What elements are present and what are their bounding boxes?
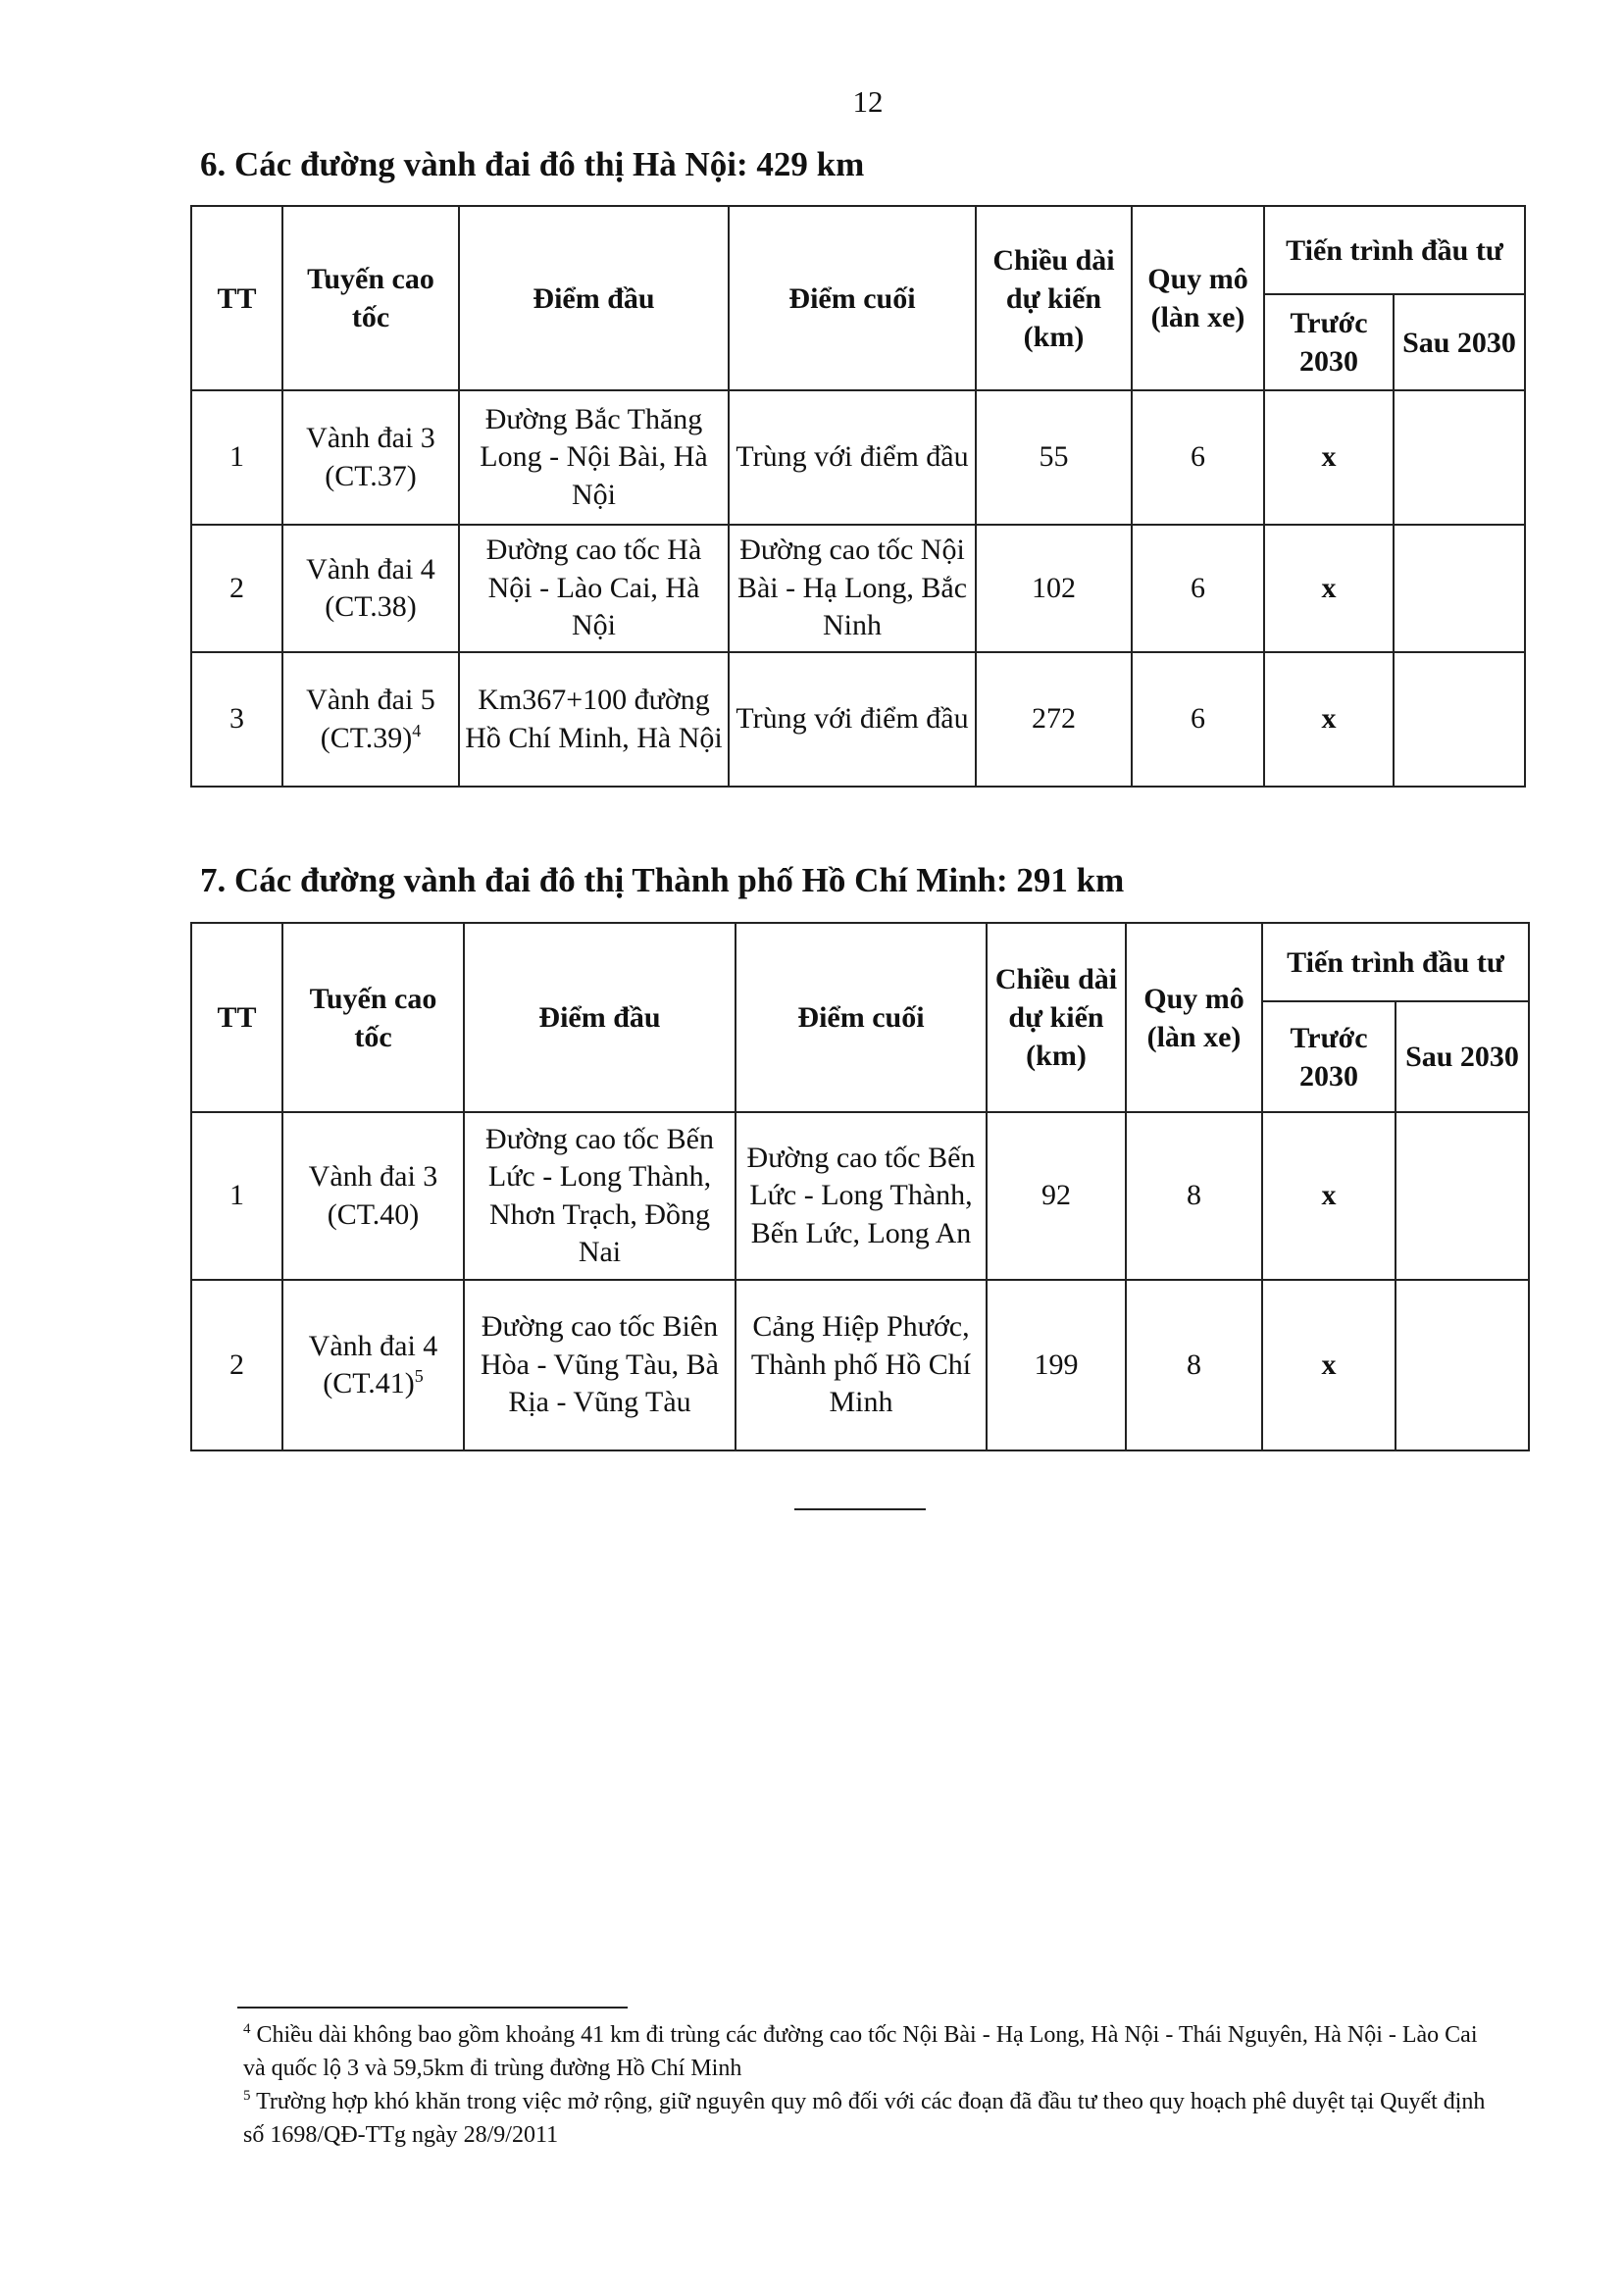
header-start-point: Điểm đầu bbox=[459, 206, 729, 390]
cell-after-2030 bbox=[1394, 390, 1525, 525]
cell-tt: 2 bbox=[191, 1280, 282, 1450]
cell-tt: 1 bbox=[191, 390, 282, 525]
header-end-point: Điểm cuối bbox=[736, 923, 987, 1112]
cell-before-2030: x bbox=[1262, 1280, 1396, 1450]
header-route: Tuyến cao tốc bbox=[282, 923, 464, 1112]
cell-start-point: Đường Bắc Thăng Long - Nội Bài, Hà Nội bbox=[459, 390, 729, 525]
page-number: 12 bbox=[852, 84, 884, 119]
cell-end-point: Đường cao tốc Bến Lức - Long Thành, Bến Lức, Long An bbox=[736, 1112, 987, 1280]
header-route: Tuyến cao tốc bbox=[282, 206, 459, 390]
route-name: Vành đai 4 (CT.38) bbox=[306, 552, 435, 623]
table-row bbox=[191, 1112, 1529, 1280]
header-before-2030: Trước 2030 bbox=[1264, 294, 1394, 390]
header-tt: TT bbox=[191, 206, 282, 390]
route-name: Vành đai 3 (CT.37) bbox=[306, 422, 435, 492]
footnote-number: 5 bbox=[243, 2088, 251, 2104]
header-scale: Quy mô (làn xe) bbox=[1126, 923, 1262, 1112]
table-row bbox=[191, 652, 1525, 787]
cell-end-point: Trùng với điểm đầu bbox=[729, 652, 976, 787]
footnote-number: 4 bbox=[243, 2021, 251, 2037]
header-length: Chiều dài dự kiến (km) bbox=[976, 206, 1132, 390]
footnote-text: Trường hợp khó khăn trong việc mở rộng, giữ nguyên quy mô đối với các đoạn đã đầu tư theo quy hoạch phê duyệt tại Quyết định số 1698/QĐ-TTg ngày 28/9/2011 bbox=[243, 2089, 1486, 2148]
cell-route bbox=[282, 1280, 464, 1450]
end-of-content-divider bbox=[794, 1508, 926, 1510]
route-name: Vành đai 3 (CT.40) bbox=[308, 1160, 438, 1231]
table-row bbox=[191, 1280, 1529, 1450]
cell-tt: 1 bbox=[191, 1112, 282, 1280]
cell-before-2030: x bbox=[1264, 652, 1394, 787]
header-length: Chiều dài dự kiến (km) bbox=[987, 923, 1126, 1112]
header-before-2030: Trước 2030 bbox=[1262, 1001, 1396, 1112]
cell-route bbox=[282, 525, 459, 652]
table-hcmc-ring-roads bbox=[190, 922, 1530, 1451]
cell-start-point: Đường cao tốc Biên Hòa - Vũng Tàu, Bà Rịa - Vũng Tàu bbox=[464, 1280, 736, 1450]
cell-route bbox=[282, 1112, 464, 1280]
cell-before-2030: x bbox=[1262, 1112, 1396, 1280]
header-progress: Tiến trình đầu tư bbox=[1264, 206, 1525, 294]
cell-scale: 8 bbox=[1126, 1280, 1262, 1450]
cell-length: 102 bbox=[976, 525, 1132, 652]
cell-after-2030 bbox=[1394, 525, 1525, 652]
footnote-5 bbox=[243, 2085, 1498, 2152]
cell-tt: 3 bbox=[191, 652, 282, 787]
cell-length: 199 bbox=[987, 1280, 1126, 1450]
cell-start-point: Đường cao tốc Bến Lức - Long Thành, Nhơn Trạch, Đồng Nai bbox=[464, 1112, 736, 1280]
table-row bbox=[191, 390, 1525, 525]
cell-scale: 6 bbox=[1132, 390, 1264, 525]
footnote-text: Chiều dài không bao gồm khoảng 41 km đi trùng các đường cao tốc Nội Bài - Hạ Long, Hà Nội - Thái Nguyên, Hà Nội - Lào Cai và quốc lộ 3 và 59,5km đi trùng đường Hồ Chí Minh bbox=[243, 2022, 1478, 2081]
cell-scale: 6 bbox=[1132, 525, 1264, 652]
cell-after-2030 bbox=[1396, 1280, 1529, 1450]
header-end-point: Điểm cuối bbox=[729, 206, 976, 390]
route-name: Vành đai 5 (CT.39) bbox=[306, 684, 435, 754]
footnote-4 bbox=[243, 2018, 1498, 2085]
cell-scale: 8 bbox=[1126, 1112, 1262, 1280]
header-tt: TT bbox=[191, 923, 282, 1112]
section-title-hanoi: 6. Các đường vành đai đô thị Hà Nội: 429 km bbox=[200, 145, 865, 183]
header-scale: Quy mô (làn xe) bbox=[1132, 206, 1264, 390]
cell-start-point: Km367+100 đường Hồ Chí Minh, Hà Nội bbox=[459, 652, 729, 787]
cell-before-2030: x bbox=[1264, 525, 1394, 652]
cell-route bbox=[282, 390, 459, 525]
header-after-2030: Sau 2030 bbox=[1396, 1001, 1529, 1112]
cell-length: 55 bbox=[976, 390, 1132, 525]
cell-after-2030 bbox=[1394, 652, 1525, 787]
cell-before-2030: x bbox=[1264, 390, 1394, 525]
cell-length: 92 bbox=[987, 1112, 1126, 1280]
cell-scale: 6 bbox=[1132, 652, 1264, 787]
footnote-ref-4[interactable]: 4 bbox=[412, 720, 422, 740]
cell-length: 272 bbox=[976, 652, 1132, 787]
cell-after-2030 bbox=[1396, 1112, 1529, 1280]
header-progress: Tiến trình đầu tư bbox=[1262, 923, 1529, 1001]
cell-route bbox=[282, 652, 459, 787]
footnote-ref-5[interactable]: 5 bbox=[414, 1366, 424, 1386]
header-start-point: Điểm đầu bbox=[464, 923, 736, 1112]
cell-end-point: Cảng Hiệp Phước, Thành phố Hồ Chí Minh bbox=[736, 1280, 987, 1450]
footnotes bbox=[243, 2018, 1498, 2152]
cell-end-point: Đường cao tốc Nội Bài - Hạ Long, Bắc Ninh bbox=[729, 525, 976, 652]
table-hanoi-ring-roads bbox=[190, 205, 1526, 788]
cell-tt: 2 bbox=[191, 525, 282, 652]
section-title-hcmc: 7. Các đường vành đai đô thị Thành phố Hồ Chí Minh: 291 km bbox=[200, 861, 1125, 899]
route-name: Vành đai 4 (CT.41) bbox=[308, 1329, 438, 1399]
header-after-2030: Sau 2030 bbox=[1394, 294, 1525, 390]
footnote-divider bbox=[237, 2007, 628, 2009]
cell-start-point: Đường cao tốc Hà Nội - Lào Cai, Hà Nội bbox=[459, 525, 729, 652]
table-row bbox=[191, 525, 1525, 652]
cell-end-point: Trùng với điểm đầu bbox=[729, 390, 976, 525]
